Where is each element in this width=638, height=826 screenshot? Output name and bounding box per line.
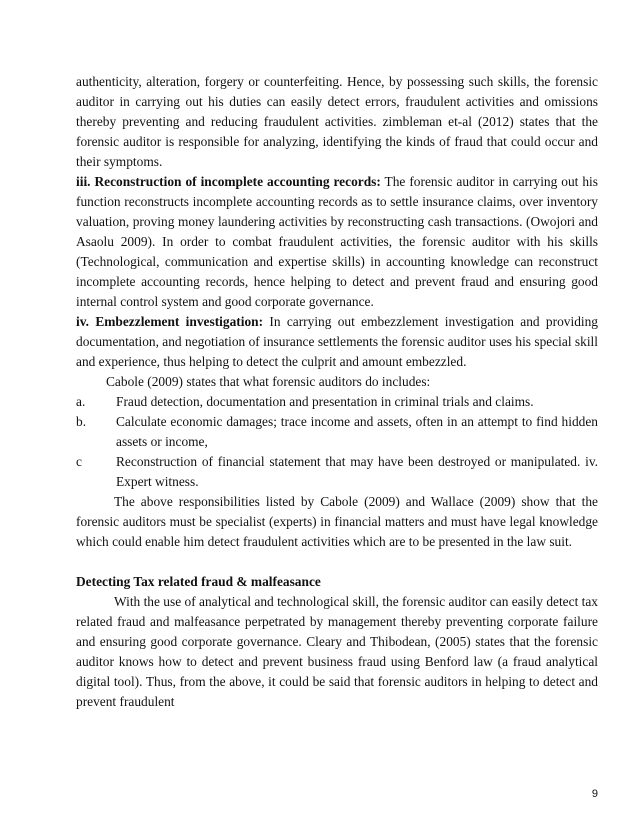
section-iv bbox=[76, 312, 598, 372]
paragraph-responsibilities: The above responsibilities listed by Cabole (2009) and Wallace (2009) show that the forensic auditors must be specialist (experts) in financial matters and must have legal knowledge which could enable him detect fraudulent activities which are to be presented in the law suit. bbox=[76, 494, 598, 549]
list-item-c bbox=[76, 452, 598, 492]
section-iii-heading: iii. Reconstruction of incomplete accounting records: bbox=[76, 174, 381, 189]
list-marker: a. bbox=[76, 394, 86, 409]
list-text: Calculate economic damages; trace income and assets, often in an attempt to find hidden assets or income, bbox=[116, 414, 598, 449]
list-item-a bbox=[76, 392, 598, 412]
section-iii-body: The forensic auditor in carrying out his function reconstructs incomplete accounting records as to settle insurance claims, over inventory valuation, proving money laundering activities by reconstructing cash transactions. (Owojori and Asaolu 2009). In order to combat fraudulent activities, the forensic auditor with his skills (Technological, communication and expertise skills) in accounting knowledge can reconstruct incomplete accounting records, hence helping to detect and prevent fraud and ensuring good internal control system and good corporate governance. bbox=[76, 174, 598, 309]
list-text: Reconstruction of financial statement that may have been destroyed or manipulated. iv. Expert witness. bbox=[116, 454, 598, 489]
paragraph-skills: authenticity, alteration, forgery or counterfeiting. Hence, by possessing such skills, the forensic auditor in carrying out his duties can easily detect errors, fraudulent activities and omissions thereby preventing and reducing fraudulent activities. zimbleman et-al (2012) states that the forensic auditor is responsible for analyzing, identifying the kinds of fraud that could occur and their symptoms. bbox=[76, 74, 598, 169]
list-text: Fraud detection, documentation and presentation in criminal trials and claims. bbox=[116, 394, 534, 409]
paragraph-tax: With the use of analytical and technological skill, the forensic auditor can easily detect tax related fraud and malfeasance perpetrated by management thereby preventing corporate failure and ensuring good corporate governance. Cleary and Thibodean, (2005) states that the forensic auditor knows how to detect and prevent business fraud using Benford law (a fraud analytical digital tool). Thus, from the above, it could be said that forensic auditors in helping to detect and prevent fraudulent bbox=[76, 594, 598, 709]
list-marker: b. bbox=[76, 414, 87, 429]
body-text bbox=[76, 72, 598, 712]
cabole-intro: Cabole (2009) states that what forensic auditors do includes: bbox=[106, 374, 431, 389]
list-marker: c bbox=[76, 454, 82, 469]
page-number: 9 bbox=[591, 788, 598, 800]
list-item-b bbox=[76, 412, 598, 452]
section-iv-body: In carrying out embezzlement investigation and providing documentation, and negotiation of insurance settlements the forensic auditor uses his special skill and experience, thus helping to detect the culprit and amount embezzled. bbox=[76, 314, 598, 369]
section-iv-heading: iv. Embezzlement investigation: bbox=[76, 314, 264, 329]
section-iii bbox=[76, 172, 598, 312]
section-heading-tax: Detecting Tax related fraud & malfeasance bbox=[76, 574, 321, 589]
